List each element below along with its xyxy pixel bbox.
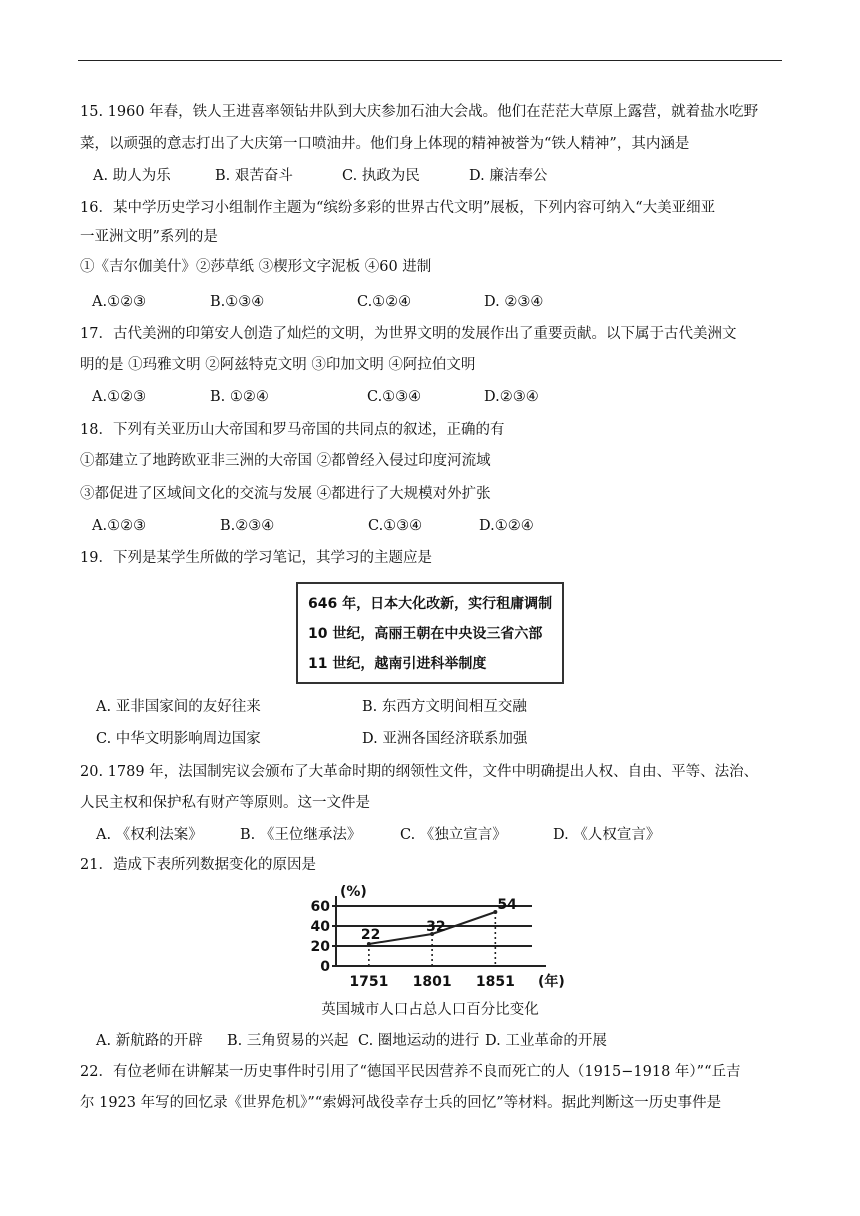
question-20-line-1: 20. 1789 年，法国制宪议会颁布了大革命时期的纲领性文件，文件中明确提出人权、自由、平等、法治、: [80, 764, 759, 780]
question-21-option-a[interactable]: A. 新航路的开辟: [96, 1033, 203, 1049]
question-15-option-d[interactable]: D. 廉洁奉公: [469, 168, 548, 184]
question-15-line-2: 菜，以顽强的意志打出了大庆第一口喷油井。他们身上体现的精神被誉为“铁人精神”，其内涵是: [80, 136, 690, 152]
question-20-option-b[interactable]: B. 《王位继承法》: [240, 827, 362, 843]
question-16-line-1: 16．某中学历史学习小组制作主题为“缤纷多彩的世界古代文明”展板，下列内容可纳入“大美亚细亚: [80, 200, 716, 216]
question-18-option-a[interactable]: A.①②③: [92, 518, 147, 534]
question-15-option-b[interactable]: B. 艰苦奋斗: [215, 168, 293, 184]
question-18-line-1: 18．下列有关亚历山大帝国和罗马帝国的共同点的叙述，正确的有: [80, 422, 505, 438]
question-21-option-d[interactable]: D. 工业革命的开展: [485, 1033, 607, 1049]
y-tick-label: 40: [310, 919, 330, 935]
question-19-option-c[interactable]: C. 中华文明影响周边国家: [96, 731, 261, 747]
question-17-option-a[interactable]: A.①②③: [92, 389, 147, 405]
x-axis-label: (年): [538, 974, 565, 990]
question-20-option-a[interactable]: A. 《权利法案》: [96, 827, 203, 843]
question-18-line-3: ③都促进了区域间文化的交流与发展 ④都进行了大规模对外扩张: [80, 486, 491, 502]
study-note-line-3: 11 世纪，越南引进科举制度: [308, 656, 487, 672]
header-rule: [78, 60, 782, 61]
x-tick-label: 1851: [475, 974, 515, 990]
y-tick-label: 0: [320, 959, 330, 975]
question-17-option-b[interactable]: B. ①②④: [210, 389, 269, 405]
question-19-option-d[interactable]: D. 亚洲各国经济联系加强: [362, 731, 528, 747]
y-axis-label: (%): [340, 884, 367, 900]
question-22-line-1: 22．有位老师在讲解某一历史事件时引用了“德国平民因营养不良而死亡的人（1915−1918 年）”“丘吉: [80, 1064, 741, 1080]
question-16-option-b[interactable]: B.①③④: [210, 294, 265, 310]
question-19-option-b[interactable]: B. 东西方文明间相互交融: [362, 699, 527, 715]
question-15-option-a[interactable]: A. 助人为乐: [93, 168, 171, 184]
question-17-line-2: 明的是 ①玛雅文明 ②阿兹特克文明 ③印加文明 ④阿拉伯文明: [80, 357, 476, 373]
question-17-option-d[interactable]: D.②③④: [484, 389, 539, 405]
study-note-line-2: 10 世纪，高丽王朝在中央设三省六部: [308, 626, 543, 642]
question-16-line-3: ①《吉尔伽美什》②莎草纸 ③楔形文字泥板 ④60 进制: [80, 259, 432, 275]
data-label: 22: [360, 927, 381, 943]
question-20-option-c[interactable]: C. 《独立宣言》: [400, 827, 507, 843]
question-21-option-b[interactable]: B. 三角贸易的兴起: [227, 1033, 349, 1049]
chart-caption: 英国城市人口占总人口百分比变化: [321, 1002, 539, 1018]
question-21-option-c[interactable]: C. 圈地运动的进行: [358, 1033, 480, 1049]
x-tick-label: 1751: [349, 974, 389, 990]
question-21-line-1: 21．造成下表所列数据变化的原因是: [80, 857, 316, 873]
question-18-line-2: ①都建立了地跨欧亚非三洲的大帝国 ②都曾经入侵过印度河流域: [80, 453, 491, 469]
question-17-line-1: 17．古代美洲的印第安人创造了灿烂的文明，为世界文明的发展作出了重要贡献。以下属于古代美洲文: [80, 326, 737, 342]
question-17-option-c[interactable]: C.①③④: [367, 389, 422, 405]
question-19-line-1: 19．下列是某学生所做的学习笔记，其学习的主题应是: [80, 550, 432, 566]
question-19-option-a[interactable]: A. 亚非国家间的友好往来: [96, 699, 261, 715]
study-note-box: [296, 582, 564, 684]
y-tick-label: 60: [310, 899, 330, 915]
question-22-line-2: 尔 1923 年写的回忆录《世界危机》”“索姆河战役幸存士兵的回忆”等材料。据此判断这一历史事件是: [80, 1095, 722, 1111]
data-label: 32: [426, 919, 446, 935]
question-16-option-a[interactable]: A.①②③: [92, 294, 147, 310]
data-label: 54: [497, 897, 517, 913]
question-18-option-b[interactable]: B.②③④: [220, 518, 275, 534]
question-20-line-2: 人民主权和保护私有财产等原则。这一文件是: [80, 795, 370, 811]
urban-population-chart: [300, 880, 570, 992]
y-tick-label: 20: [310, 939, 330, 955]
question-20-option-d[interactable]: D. 《人权宣言》: [553, 827, 661, 843]
question-15-option-c[interactable]: C. 执政为民: [342, 168, 420, 184]
question-18-option-c[interactable]: C.①③④: [368, 518, 423, 534]
x-tick-label: 1801: [412, 974, 452, 990]
question-16-option-d[interactable]: D. ②③④: [484, 294, 544, 310]
question-16-line-2: 一亚洲文明”系列的是: [80, 229, 218, 245]
study-note-line-1: 646 年，日本大化改新，实行租庸调制: [308, 596, 553, 612]
question-15-line-1: 15. 1960 年春，铁人王进喜率领钻井队到大庆参加石油大会战。他们在茫茫大草原上露营，就着盐水吃野: [80, 104, 759, 120]
question-18-option-d[interactable]: D.①②④: [479, 518, 534, 534]
question-16-option-c[interactable]: C.①②④: [357, 294, 412, 310]
